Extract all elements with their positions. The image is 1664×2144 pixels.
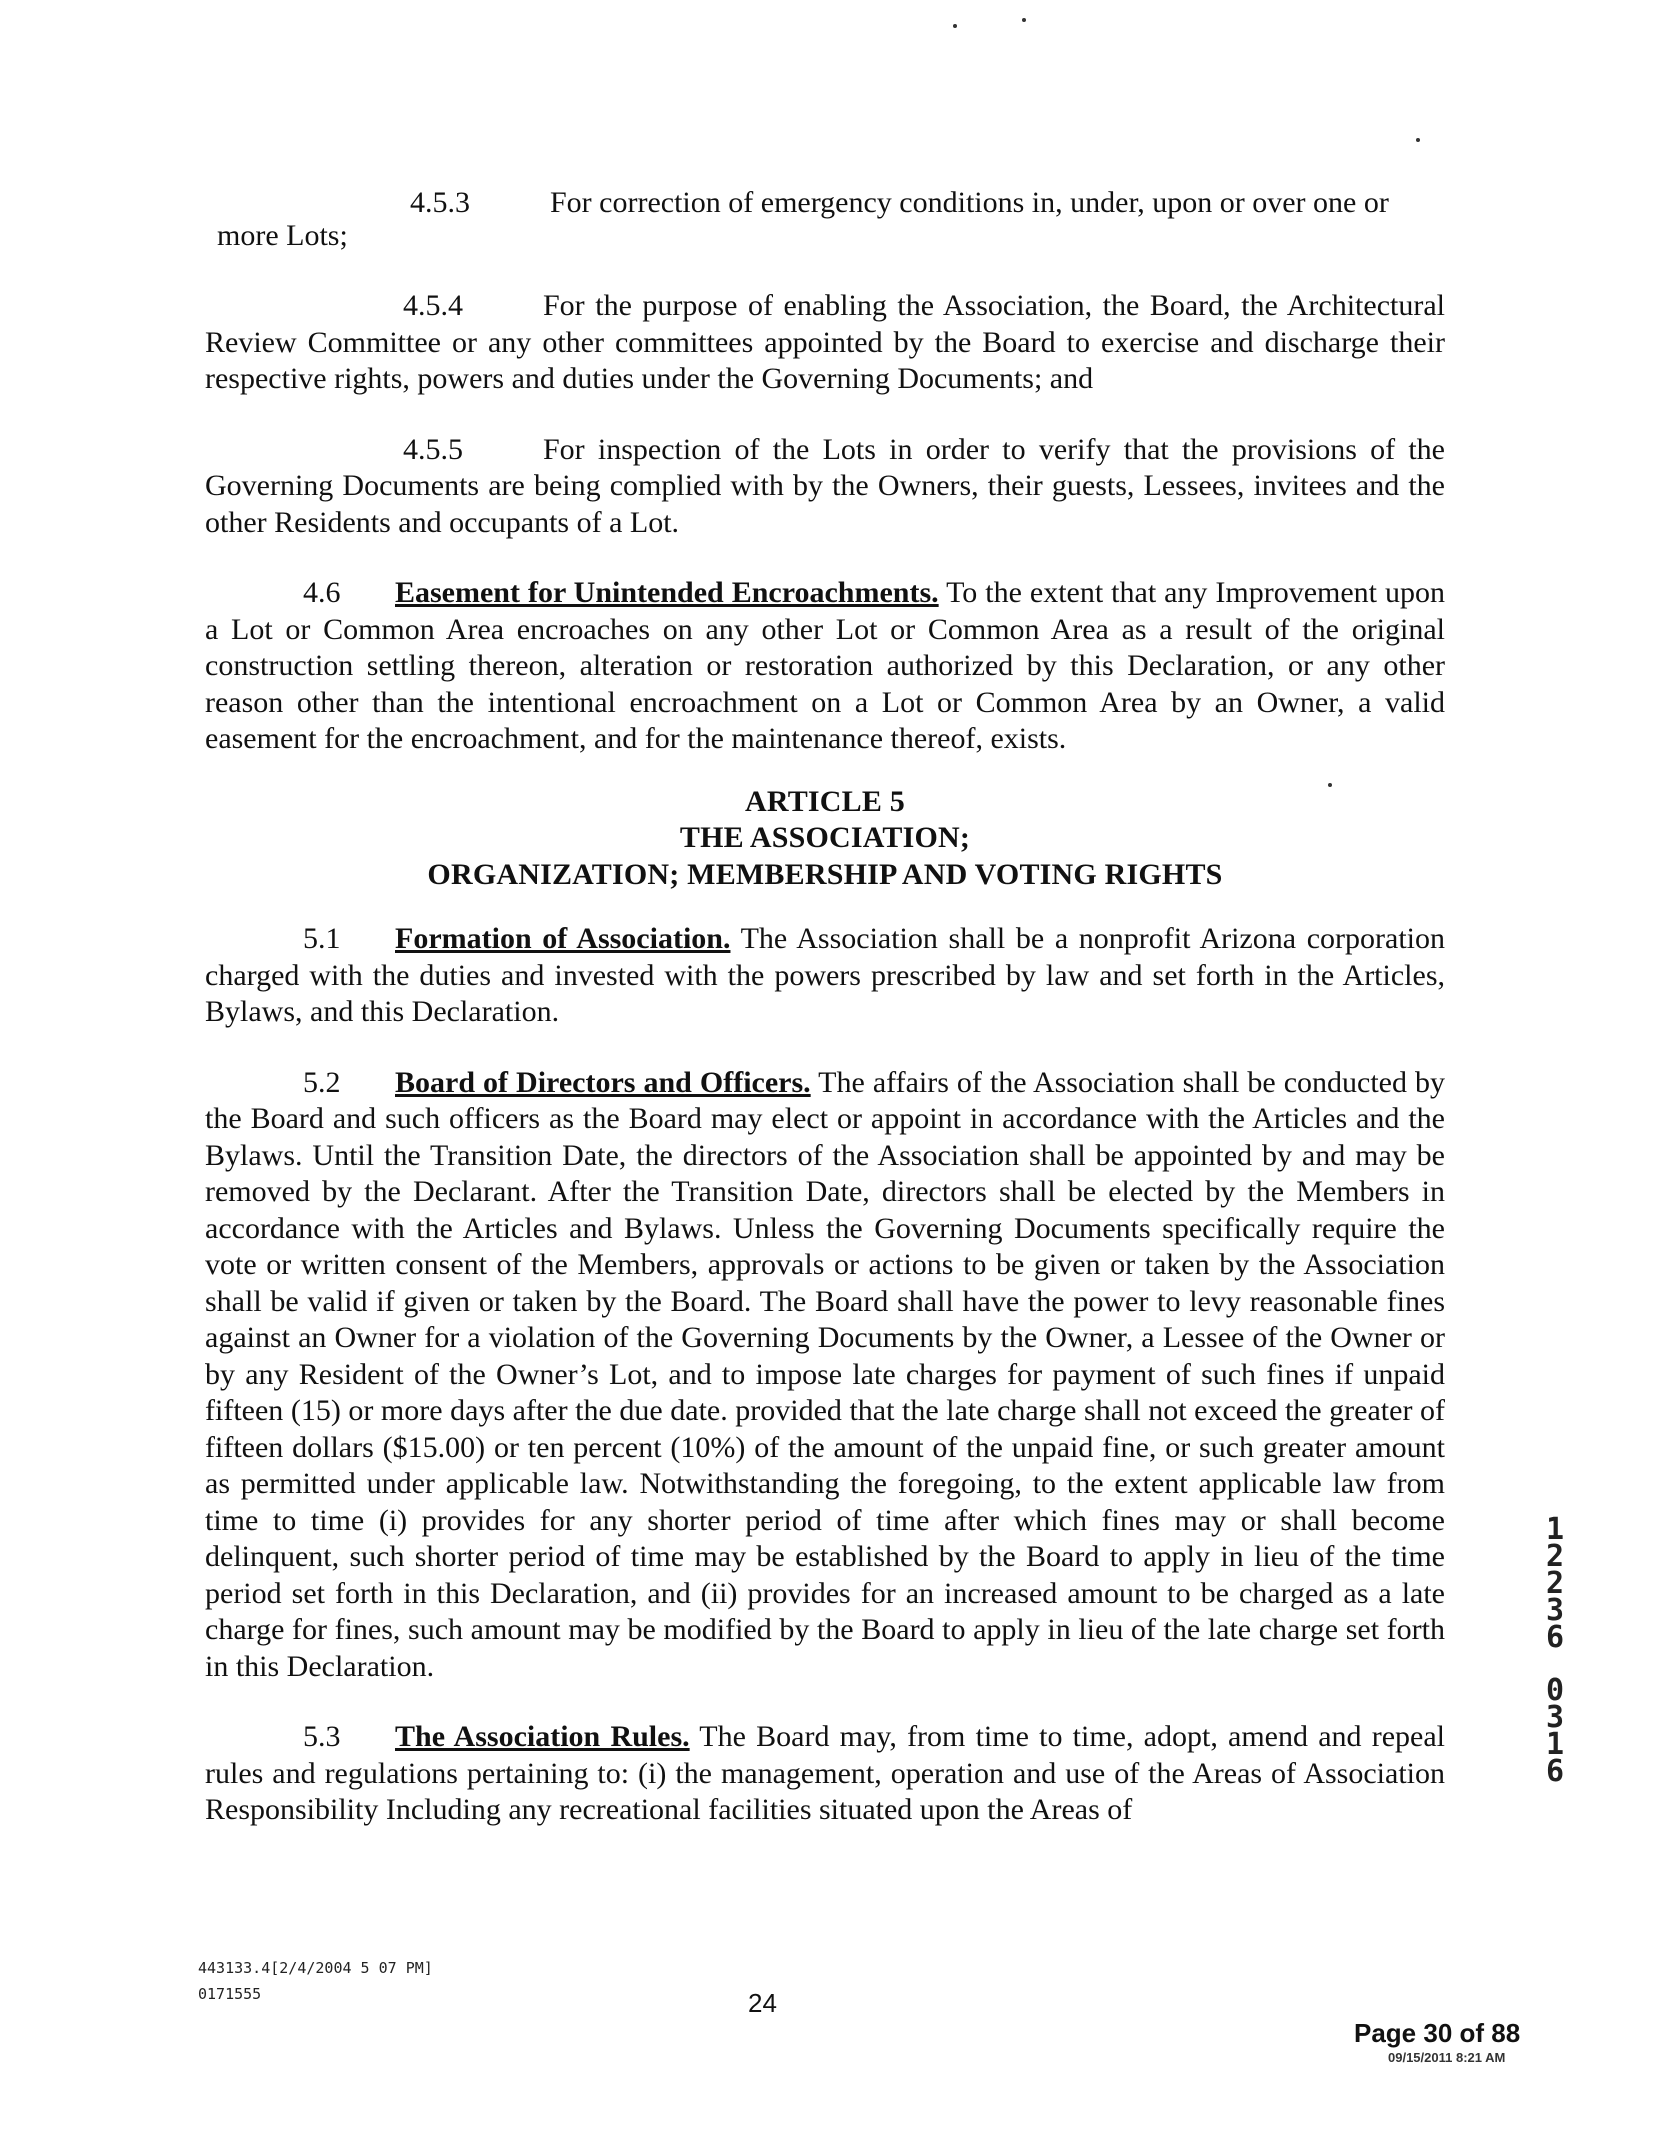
article-subtitle: ORGANIZATION; MEMBERSHIP AND VOTING RIGHTS — [427, 857, 1223, 891]
section-number: 4.5.4 — [403, 289, 463, 322]
section-4-5-4 — [205, 288, 1445, 398]
print-timestamp: 09/15/2011 8:21 AM — [1388, 2050, 1506, 2065]
article-number: ARTICLE 5 — [745, 784, 905, 818]
document-id-footer — [198, 1955, 433, 2007]
document-number: 0171555 — [198, 1985, 262, 2003]
stamp-digit: 6 — [1545, 1754, 1565, 1789]
stamp-digit: 1 — [1545, 1512, 1565, 1547]
section-number: 4.5.5 — [403, 432, 463, 466]
section-5-3 — [205, 1719, 1445, 1829]
stamp-digit: 6 — [1545, 1620, 1565, 1655]
section-text: To the extent that any Improvement upon a Lot or Common Area encroaches on any other Lot or Common Area as a result of the original construction settling thereon, alteration or restoration authorized by this Declaration, or any other reason other than the intentional encroachment on a Lot or Common Area by an Owner, a valid easement for the encroachment, and for the maintenance thereof, exists. — [205, 576, 1445, 755]
section-heading: The Association Rules. — [395, 1720, 690, 1753]
scan-speck — [953, 24, 957, 28]
section-number: 5.3 — [303, 1720, 341, 1753]
section-number: 5.2 — [303, 1065, 341, 1099]
section-4-5-5 — [205, 432, 1445, 542]
section-heading: Formation of Association. — [395, 922, 731, 955]
stamp-digit: 1 — [1545, 1727, 1565, 1762]
section-5-1 — [205, 921, 1445, 1031]
section-4-5-3 — [205, 185, 1445, 254]
section-heading: Easement for Unintended Encroachments. — [395, 576, 939, 609]
document-id: 443133.4[2/4/2004 5 07 PM] — [198, 1959, 433, 1977]
section-number: 4.5.3 — [410, 186, 470, 219]
section-text: For inspection of the Lots in order to verify that the provisions of the Governing Documents are being complied with by the Owners, their guests, Lessees, invitees and the other Residents and occupants of a Lot. — [205, 432, 1445, 539]
page-number: 24 — [748, 1988, 777, 2018]
section-text: The affairs of the Association shall be conducted by the Board and such officers as the Board may elect or appoint in accordance with the Articles and the Bylaws. Until the Transition Date, the directors of the Association shall be appointed by and may be removed by the Declarant. After the Transition Date, directors shall be elected by the Members in accordance with the Articles and Bylaws. Unless the Governing Documents specifically require the vote or written consent of the Members, approvals or actions to be given or taken by the Association shall be valid if given or taken by the Board. The Board shall have the power to levy reasonable fines against an Owner for a violation of the Governing Documents by the Owner, a Lessee of the Owner or by any Resident of the Owner’s Lot, and to impose late charges for payment of such fines if unpaid fifteen (15) or more days after the due date. provided that the late charge shall not exceed the greater of fifteen dollars ($15.00) or ten percent (10%) of the amount of the unpaid fine, or such greater amount as permitted under applicable law. Notwithstanding the foregoing, to the extent applicable law from time to time (i) provides for any shorter period of time after which fines may or shall become delinquent, such shorter period of time may be established by the Board to apply in lieu of the time period set forth in this Declaration, and (ii) provides for an increased amount to be charged as a late charge for fines, such amount may be modified by the Board to apply in lieu of the late charge set forth in this Declaration. — [205, 1065, 1445, 1683]
stamp-digit: 0 — [1545, 1673, 1565, 1708]
section-heading: Board of Directors and Officers. — [395, 1065, 811, 1099]
section-number: 5.1 — [303, 922, 341, 955]
stamp-digit: 3 — [1545, 1593, 1565, 1628]
page-count: Page 30 of 88 — [1354, 2018, 1521, 2048]
scan-speck — [1022, 18, 1026, 22]
section-number: 4.6 — [303, 576, 341, 609]
section-text: The Board may, from time to time, adopt, amend and repeal rules and regulations pertaining to: (i) the management, operation and use of the Areas of Association Responsibility Including any recreational facilities situated upon the Areas of — [205, 1720, 1445, 1826]
section-text: The Association shall be a nonprofit Arizona corporation charged with the duties and invested with the powers prescribed by law and set forth in the Articles, Bylaws, and this Declaration. — [205, 922, 1446, 1028]
section-text: For correction of emergency conditions in, under, upon or over one or — [550, 186, 1389, 219]
article-title: THE ASSOCIATION; — [679, 821, 971, 854]
document-page — [205, 185, 1445, 1829]
recording-number-stamp — [1540, 1512, 1570, 1789]
stamp-digit: 2 — [1545, 1566, 1565, 1601]
section-4-6 — [205, 575, 1445, 758]
stamp-digit: 2 — [1545, 1539, 1565, 1574]
section-5-2 — [205, 1065, 1445, 1686]
stamp-digit: 3 — [1545, 1700, 1565, 1735]
article-heading — [205, 784, 1445, 894]
section-text: For the purpose of enabling the Association, the Board, the Architectural Review Committee or any other committees appointed by the Board to exercise and discharge their respective rights, powers and duties under the Governing Documents; and — [205, 289, 1445, 395]
scan-speck — [1416, 138, 1420, 142]
section-continuation: more Lots; — [217, 218, 348, 252]
